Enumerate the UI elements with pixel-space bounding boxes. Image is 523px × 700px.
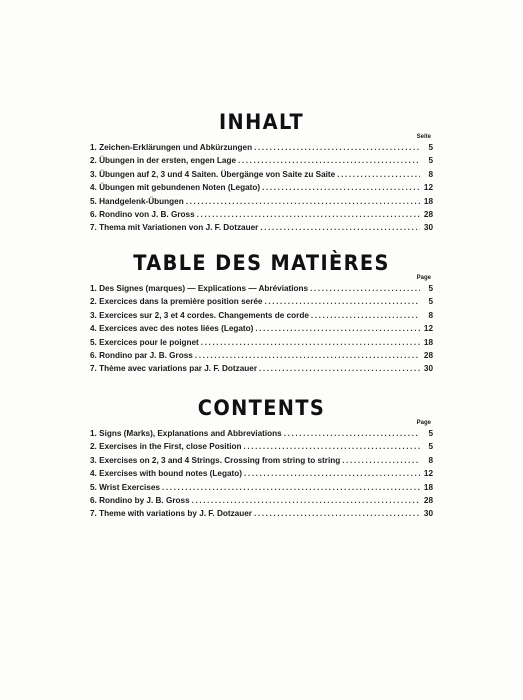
toc-entry: 6. Rondino von J. B. Gross ..... 28: [90, 208, 433, 221]
toc-entry: 2. Exercices dans la première position serée ..... 5: [90, 295, 433, 308]
toc-entry: 1. Des Signes (marques) — Explications — Abréviations ..... 5: [90, 282, 433, 295]
toc-entry: 2. Übungen in der ersten, engen Lage ..... 5: [90, 154, 433, 167]
table-des-matieres-title: TABLE DES MATIÈRES: [133, 251, 390, 275]
contents-section: [90, 396, 433, 521]
toc-entry: 5. Handgelenk-Übungen ..... 18: [90, 195, 433, 208]
toc-entry: 3. Übungen auf 2, 3 und 4 Saiten. Übergänge von Saite zu Saite ..... 8: [90, 168, 433, 181]
contents-title: CONTENTS: [197, 396, 326, 420]
toc-entry: 5. Wrist Exercises ..... 18: [90, 481, 433, 494]
toc-entry: 4. Exercices avec des notes liées (Legato) ..... 12: [90, 322, 433, 335]
contents-page-label: Page: [416, 420, 431, 426]
inhalt-entries: [90, 141, 433, 235]
toc-entry: 7. Theme with variations by J. F. Dotzauer ..... 30: [90, 507, 433, 520]
inhalt-title: INHALT: [218, 110, 305, 134]
table-des-matieres-section: [90, 251, 433, 376]
toc-entry: 4. Übungen mit gebundenen Noten (Legato) ..... 12: [90, 181, 433, 194]
table-des-matieres-page-label: Page: [416, 275, 431, 281]
toc-entry: 5. Exercices pour le poignet ..... 18: [90, 336, 433, 349]
toc-entry: 7. Thème avec variations par J. F. Dotzauer ..... 30: [90, 362, 433, 375]
toc-entry: 3. Exercises on 2, 3 and 4 Strings. Crossing from string to string ..... 8: [90, 454, 433, 467]
toc-entry: 7. Thema mit Variationen von J. F. Dotzauer ..... 30: [90, 221, 433, 234]
table-des-matieres-entries: [90, 282, 433, 376]
toc-entry: 6. Rondino par J. B. Gross ..... 28: [90, 349, 433, 362]
toc-entry: 2. Exercises in the First, close Position ..... 5: [90, 440, 433, 453]
contents-entries: [90, 427, 433, 521]
toc-entry: 6. Rondino by J. B. Gross ..... 28: [90, 494, 433, 507]
toc-entry: 1. Signs (Marks), Explanations and Abbreviations ..... 5: [90, 427, 433, 440]
inhalt-page-label: Seite: [416, 134, 431, 140]
toc-entry: 4. Exercises with bound notes (Legato) ..... 12: [90, 467, 433, 480]
toc-entry: 3. Exercices sur 2, 3 et 4 cordes. Changements de corde ..... 8: [90, 309, 433, 322]
inhalt-section: [90, 110, 433, 235]
toc-entry: 1. Zeichen-Erklärungen und Abkürzungen ..... 5: [90, 141, 433, 154]
